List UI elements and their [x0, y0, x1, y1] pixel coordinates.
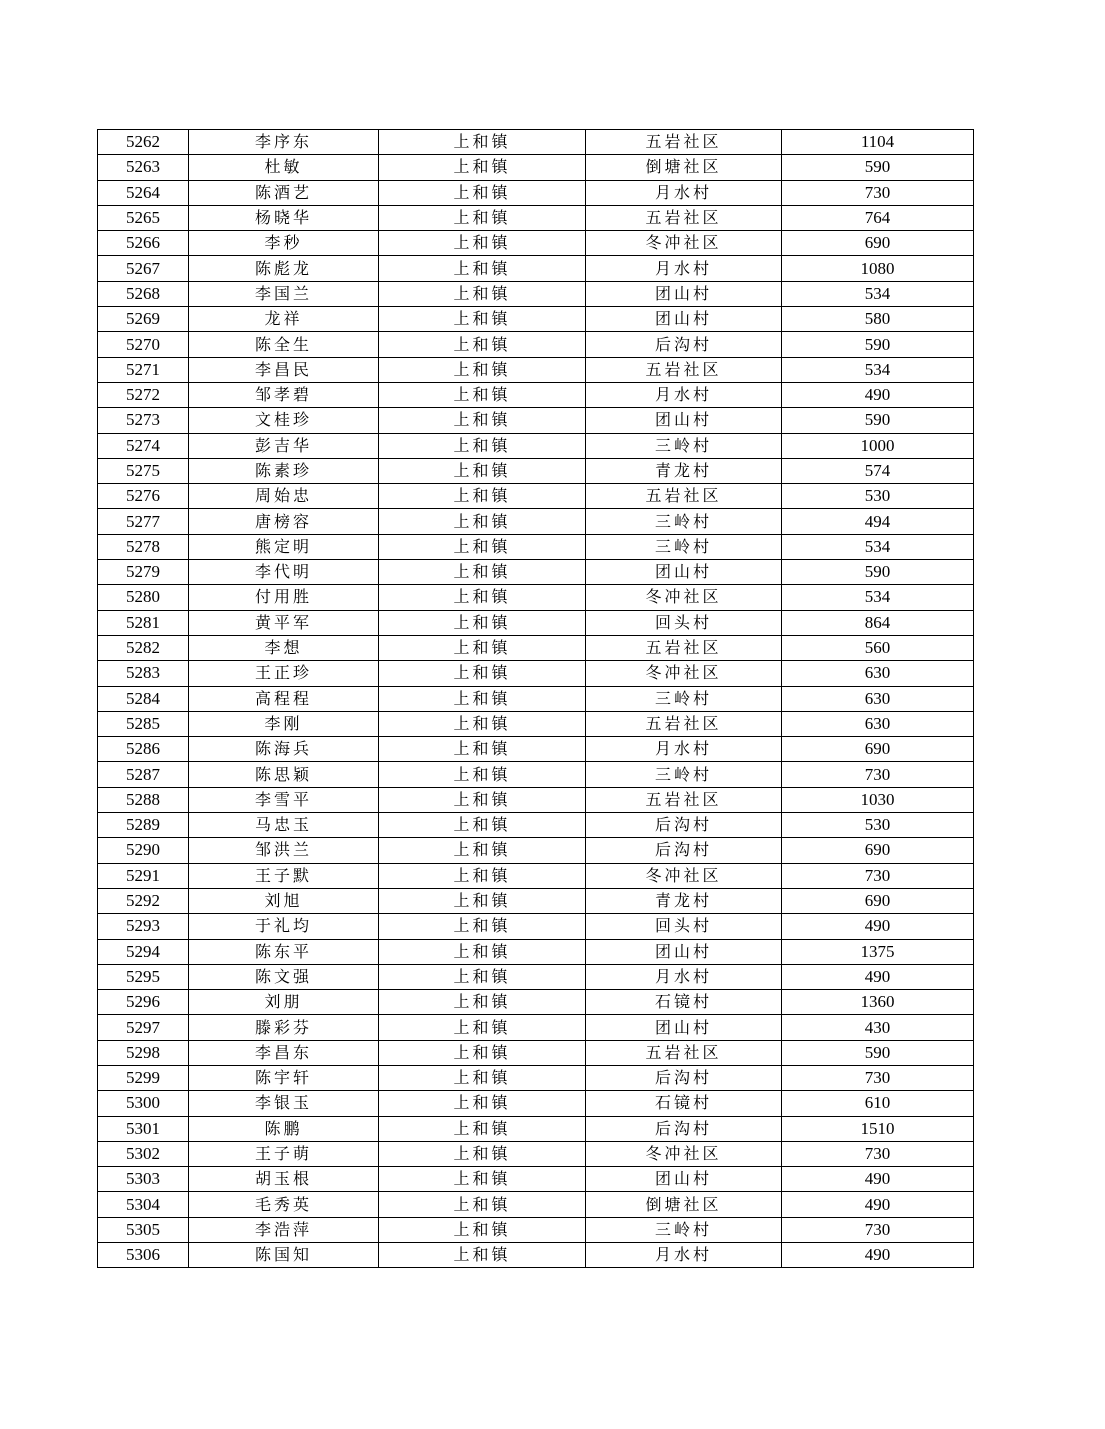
- table-row: [98, 914, 974, 939]
- amount-cell: 730: [782, 1065, 974, 1090]
- person-name-cell: 陈彪龙: [189, 256, 379, 281]
- town-cell: 上和镇: [379, 1091, 586, 1116]
- town-cell: 上和镇: [379, 1015, 586, 1040]
- row-number-cell: 5278: [98, 534, 189, 559]
- town-cell: 上和镇: [379, 458, 586, 483]
- person-name-cell: 胡玉根: [189, 1167, 379, 1192]
- table-row: [98, 585, 974, 610]
- village-cell: 五岩社区: [586, 130, 782, 155]
- person-name-cell: 陈国知: [189, 1243, 379, 1268]
- row-number-cell: 5268: [98, 281, 189, 306]
- row-number-cell: 5282: [98, 635, 189, 660]
- village-cell: 三岭村: [586, 509, 782, 534]
- row-number-cell: 5262: [98, 130, 189, 155]
- village-cell: 三岭村: [586, 534, 782, 559]
- row-number-cell: 5285: [98, 711, 189, 736]
- table-row: [98, 610, 974, 635]
- town-cell: 上和镇: [379, 610, 586, 635]
- table-row: [98, 281, 974, 306]
- row-number-cell: 5305: [98, 1217, 189, 1242]
- village-cell: 团山村: [586, 408, 782, 433]
- person-name-cell: 李银玉: [189, 1091, 379, 1116]
- village-cell: 倒塘社区: [586, 155, 782, 180]
- document-page: [97, 129, 973, 1268]
- town-cell: 上和镇: [379, 1243, 586, 1268]
- person-name-cell: 马忠玉: [189, 813, 379, 838]
- row-number-cell: 5274: [98, 433, 189, 458]
- amount-cell: 690: [782, 231, 974, 256]
- village-cell: 月水村: [586, 1243, 782, 1268]
- amount-cell: 1030: [782, 787, 974, 812]
- table-row: [98, 990, 974, 1015]
- town-cell: 上和镇: [379, 534, 586, 559]
- town-cell: 上和镇: [379, 382, 586, 407]
- amount-cell: 730: [782, 863, 974, 888]
- village-cell: 倒塘社区: [586, 1192, 782, 1217]
- town-cell: 上和镇: [379, 1167, 586, 1192]
- person-name-cell: 黄平军: [189, 610, 379, 635]
- row-number-cell: 5279: [98, 560, 189, 585]
- town-cell: 上和镇: [379, 661, 586, 686]
- table-row: [98, 1015, 974, 1040]
- village-cell: 三岭村: [586, 433, 782, 458]
- row-number-cell: 5272: [98, 382, 189, 407]
- village-cell: 五岩社区: [586, 484, 782, 509]
- amount-cell: 534: [782, 281, 974, 306]
- table-row: [98, 231, 974, 256]
- table-row: [98, 458, 974, 483]
- amount-cell: 590: [782, 1040, 974, 1065]
- row-number-cell: 5273: [98, 408, 189, 433]
- table-row: [98, 1192, 974, 1217]
- table-row: [98, 408, 974, 433]
- village-cell: 后沟村: [586, 1065, 782, 1090]
- row-number-cell: 5302: [98, 1141, 189, 1166]
- row-number-cell: 5297: [98, 1015, 189, 1040]
- village-cell: 三岭村: [586, 762, 782, 787]
- amount-cell: 534: [782, 534, 974, 559]
- town-cell: 上和镇: [379, 1116, 586, 1141]
- row-number-cell: 5290: [98, 838, 189, 863]
- person-name-cell: 陈海兵: [189, 737, 379, 762]
- town-cell: 上和镇: [379, 155, 586, 180]
- amount-cell: 590: [782, 155, 974, 180]
- amount-cell: 534: [782, 357, 974, 382]
- village-cell: 月水村: [586, 737, 782, 762]
- row-number-cell: 5275: [98, 458, 189, 483]
- amount-cell: 1510: [782, 1116, 974, 1141]
- person-name-cell: 王子萌: [189, 1141, 379, 1166]
- town-cell: 上和镇: [379, 180, 586, 205]
- town-cell: 上和镇: [379, 838, 586, 863]
- person-name-cell: 陈全生: [189, 332, 379, 357]
- person-name-cell: 王正珍: [189, 661, 379, 686]
- row-number-cell: 5267: [98, 256, 189, 281]
- amount-cell: 494: [782, 509, 974, 534]
- village-cell: 月水村: [586, 382, 782, 407]
- town-cell: 上和镇: [379, 813, 586, 838]
- village-cell: 青龙村: [586, 458, 782, 483]
- person-name-cell: 李昌民: [189, 357, 379, 382]
- town-cell: 上和镇: [379, 939, 586, 964]
- table-row: [98, 661, 974, 686]
- person-name-cell: 滕彩芬: [189, 1015, 379, 1040]
- person-name-cell: 刘旭: [189, 888, 379, 913]
- person-name-cell: 邹孝碧: [189, 382, 379, 407]
- table-row: [98, 332, 974, 357]
- town-cell: 上和镇: [379, 256, 586, 281]
- table-row: [98, 180, 974, 205]
- person-name-cell: 高程程: [189, 686, 379, 711]
- row-number-cell: 5288: [98, 787, 189, 812]
- town-cell: 上和镇: [379, 1217, 586, 1242]
- row-number-cell: 5283: [98, 661, 189, 686]
- amount-cell: 864: [782, 610, 974, 635]
- village-cell: 团山村: [586, 281, 782, 306]
- row-number-cell: 5264: [98, 180, 189, 205]
- amount-cell: 490: [782, 914, 974, 939]
- person-name-cell: 陈东平: [189, 939, 379, 964]
- town-cell: 上和镇: [379, 1065, 586, 1090]
- village-cell: 冬冲社区: [586, 1141, 782, 1166]
- person-name-cell: 陈文强: [189, 964, 379, 989]
- amount-cell: 610: [782, 1091, 974, 1116]
- table-row: [98, 205, 974, 230]
- row-number-cell: 5301: [98, 1116, 189, 1141]
- table-row: [98, 838, 974, 863]
- village-cell: 青龙村: [586, 888, 782, 913]
- table-row: [98, 964, 974, 989]
- row-number-cell: 5281: [98, 610, 189, 635]
- person-name-cell: 杜敏: [189, 155, 379, 180]
- village-cell: 后沟村: [586, 813, 782, 838]
- village-cell: 五岩社区: [586, 357, 782, 382]
- row-number-cell: 5271: [98, 357, 189, 382]
- table-row: [98, 686, 974, 711]
- table-row: [98, 737, 974, 762]
- amount-cell: 560: [782, 635, 974, 660]
- table-row: [98, 1091, 974, 1116]
- village-cell: 冬冲社区: [586, 863, 782, 888]
- table-row: [98, 813, 974, 838]
- person-name-cell: 刘朋: [189, 990, 379, 1015]
- amount-cell: 1360: [782, 990, 974, 1015]
- table-row: [98, 939, 974, 964]
- person-name-cell: 毛秀英: [189, 1192, 379, 1217]
- village-cell: 五岩社区: [586, 787, 782, 812]
- amount-cell: 490: [782, 1192, 974, 1217]
- person-name-cell: 王子默: [189, 863, 379, 888]
- row-number-cell: 5291: [98, 863, 189, 888]
- table-row: [98, 534, 974, 559]
- amount-cell: 530: [782, 813, 974, 838]
- amount-cell: 690: [782, 888, 974, 913]
- amount-cell: 690: [782, 838, 974, 863]
- village-cell: 回头村: [586, 610, 782, 635]
- person-name-cell: 陈宇轩: [189, 1065, 379, 1090]
- table-row: [98, 1116, 974, 1141]
- row-number-cell: 5296: [98, 990, 189, 1015]
- amount-cell: 730: [782, 762, 974, 787]
- town-cell: 上和镇: [379, 281, 586, 306]
- town-cell: 上和镇: [379, 205, 586, 230]
- town-cell: 上和镇: [379, 231, 586, 256]
- person-name-cell: 周始忠: [189, 484, 379, 509]
- village-cell: 三岭村: [586, 1217, 782, 1242]
- village-cell: 团山村: [586, 1167, 782, 1192]
- amount-cell: 1080: [782, 256, 974, 281]
- town-cell: 上和镇: [379, 964, 586, 989]
- town-cell: 上和镇: [379, 585, 586, 610]
- village-cell: 团山村: [586, 939, 782, 964]
- village-cell: 五岩社区: [586, 205, 782, 230]
- row-number-cell: 5293: [98, 914, 189, 939]
- amount-cell: 490: [782, 1167, 974, 1192]
- town-cell: 上和镇: [379, 762, 586, 787]
- amount-cell: 630: [782, 711, 974, 736]
- row-number-cell: 5294: [98, 939, 189, 964]
- table-row: [98, 382, 974, 407]
- amount-cell: 574: [782, 458, 974, 483]
- table-row: [98, 484, 974, 509]
- row-number-cell: 5289: [98, 813, 189, 838]
- table-row: [98, 307, 974, 332]
- row-number-cell: 5295: [98, 964, 189, 989]
- town-cell: 上和镇: [379, 787, 586, 812]
- town-cell: 上和镇: [379, 408, 586, 433]
- town-cell: 上和镇: [379, 1040, 586, 1065]
- row-number-cell: 5284: [98, 686, 189, 711]
- amount-cell: 630: [782, 686, 974, 711]
- town-cell: 上和镇: [379, 711, 586, 736]
- row-number-cell: 5300: [98, 1091, 189, 1116]
- village-cell: 团山村: [586, 560, 782, 585]
- village-cell: 冬冲社区: [586, 585, 782, 610]
- table-row: [98, 560, 974, 585]
- village-cell: 五岩社区: [586, 635, 782, 660]
- person-name-cell: 陈思颖: [189, 762, 379, 787]
- table-row: [98, 155, 974, 180]
- person-name-cell: 陈素珍: [189, 458, 379, 483]
- town-cell: 上和镇: [379, 888, 586, 913]
- person-name-cell: 李国兰: [189, 281, 379, 306]
- row-number-cell: 5292: [98, 888, 189, 913]
- roster-table-body: [98, 130, 974, 1268]
- table-row: [98, 863, 974, 888]
- person-name-cell: 李秒: [189, 231, 379, 256]
- town-cell: 上和镇: [379, 863, 586, 888]
- village-cell: 后沟村: [586, 838, 782, 863]
- town-cell: 上和镇: [379, 635, 586, 660]
- table-row: [98, 1065, 974, 1090]
- amount-cell: 590: [782, 560, 974, 585]
- amount-cell: 764: [782, 205, 974, 230]
- amount-cell: 490: [782, 1243, 974, 1268]
- town-cell: 上和镇: [379, 1192, 586, 1217]
- row-number-cell: 5299: [98, 1065, 189, 1090]
- table-row: [98, 762, 974, 787]
- person-name-cell: 李浩萍: [189, 1217, 379, 1242]
- row-number-cell: 5276: [98, 484, 189, 509]
- table-row: [98, 256, 974, 281]
- amount-cell: 430: [782, 1015, 974, 1040]
- amount-cell: 1375: [782, 939, 974, 964]
- amount-cell: 490: [782, 382, 974, 407]
- table-row: [98, 509, 974, 534]
- person-name-cell: 唐榜容: [189, 509, 379, 534]
- person-name-cell: 彭吉华: [189, 433, 379, 458]
- person-name-cell: 熊定明: [189, 534, 379, 559]
- row-number-cell: 5303: [98, 1167, 189, 1192]
- town-cell: 上和镇: [379, 914, 586, 939]
- table-row: [98, 1167, 974, 1192]
- village-cell: 回头村: [586, 914, 782, 939]
- amount-cell: 730: [782, 180, 974, 205]
- amount-cell: 1000: [782, 433, 974, 458]
- village-cell: 月水村: [586, 180, 782, 205]
- row-number-cell: 5286: [98, 737, 189, 762]
- row-number-cell: 5263: [98, 155, 189, 180]
- table-row: [98, 433, 974, 458]
- roster-table: [97, 129, 974, 1268]
- row-number-cell: 5304: [98, 1192, 189, 1217]
- row-number-cell: 5266: [98, 231, 189, 256]
- village-cell: 石镜村: [586, 1091, 782, 1116]
- row-number-cell: 5306: [98, 1243, 189, 1268]
- town-cell: 上和镇: [379, 307, 586, 332]
- town-cell: 上和镇: [379, 357, 586, 382]
- table-row: [98, 357, 974, 382]
- table-row: [98, 1141, 974, 1166]
- person-name-cell: 陈鹏: [189, 1116, 379, 1141]
- row-number-cell: 5280: [98, 585, 189, 610]
- person-name-cell: 李雪平: [189, 787, 379, 812]
- village-cell: 月水村: [586, 964, 782, 989]
- person-name-cell: 文桂珍: [189, 408, 379, 433]
- amount-cell: 590: [782, 332, 974, 357]
- row-number-cell: 5269: [98, 307, 189, 332]
- row-number-cell: 5270: [98, 332, 189, 357]
- amount-cell: 630: [782, 661, 974, 686]
- amount-cell: 580: [782, 307, 974, 332]
- amount-cell: 590: [782, 408, 974, 433]
- table-row: [98, 711, 974, 736]
- person-name-cell: 李想: [189, 635, 379, 660]
- person-name-cell: 李代明: [189, 560, 379, 585]
- table-row: [98, 130, 974, 155]
- table-row: [98, 1040, 974, 1065]
- town-cell: 上和镇: [379, 686, 586, 711]
- person-name-cell: 李刚: [189, 711, 379, 736]
- village-cell: 五岩社区: [586, 711, 782, 736]
- amount-cell: 730: [782, 1141, 974, 1166]
- amount-cell: 1104: [782, 130, 974, 155]
- person-name-cell: 付用胜: [189, 585, 379, 610]
- village-cell: 冬冲社区: [586, 231, 782, 256]
- person-name-cell: 李昌东: [189, 1040, 379, 1065]
- town-cell: 上和镇: [379, 1141, 586, 1166]
- village-cell: 五岩社区: [586, 1040, 782, 1065]
- village-cell: 团山村: [586, 1015, 782, 1040]
- table-row: [98, 1217, 974, 1242]
- table-row: [98, 787, 974, 812]
- person-name-cell: 陈酒艺: [189, 180, 379, 205]
- town-cell: 上和镇: [379, 484, 586, 509]
- table-row: [98, 635, 974, 660]
- person-name-cell: 邹洪兰: [189, 838, 379, 863]
- table-row: [98, 888, 974, 913]
- village-cell: 月水村: [586, 256, 782, 281]
- row-number-cell: 5298: [98, 1040, 189, 1065]
- village-cell: 团山村: [586, 307, 782, 332]
- town-cell: 上和镇: [379, 990, 586, 1015]
- row-number-cell: 5287: [98, 762, 189, 787]
- amount-cell: 490: [782, 964, 974, 989]
- amount-cell: 690: [782, 737, 974, 762]
- village-cell: 石镜村: [586, 990, 782, 1015]
- village-cell: 后沟村: [586, 1116, 782, 1141]
- town-cell: 上和镇: [379, 130, 586, 155]
- amount-cell: 730: [782, 1217, 974, 1242]
- amount-cell: 534: [782, 585, 974, 610]
- person-name-cell: 杨晓华: [189, 205, 379, 230]
- person-name-cell: 龙祥: [189, 307, 379, 332]
- village-cell: 后沟村: [586, 332, 782, 357]
- village-cell: 三岭村: [586, 686, 782, 711]
- row-number-cell: 5277: [98, 509, 189, 534]
- person-name-cell: 于礼均: [189, 914, 379, 939]
- table-row: [98, 1243, 974, 1268]
- town-cell: 上和镇: [379, 332, 586, 357]
- village-cell: 冬冲社区: [586, 661, 782, 686]
- amount-cell: 530: [782, 484, 974, 509]
- town-cell: 上和镇: [379, 509, 586, 534]
- town-cell: 上和镇: [379, 560, 586, 585]
- person-name-cell: 李序东: [189, 130, 379, 155]
- town-cell: 上和镇: [379, 737, 586, 762]
- row-number-cell: 5265: [98, 205, 189, 230]
- town-cell: 上和镇: [379, 433, 586, 458]
